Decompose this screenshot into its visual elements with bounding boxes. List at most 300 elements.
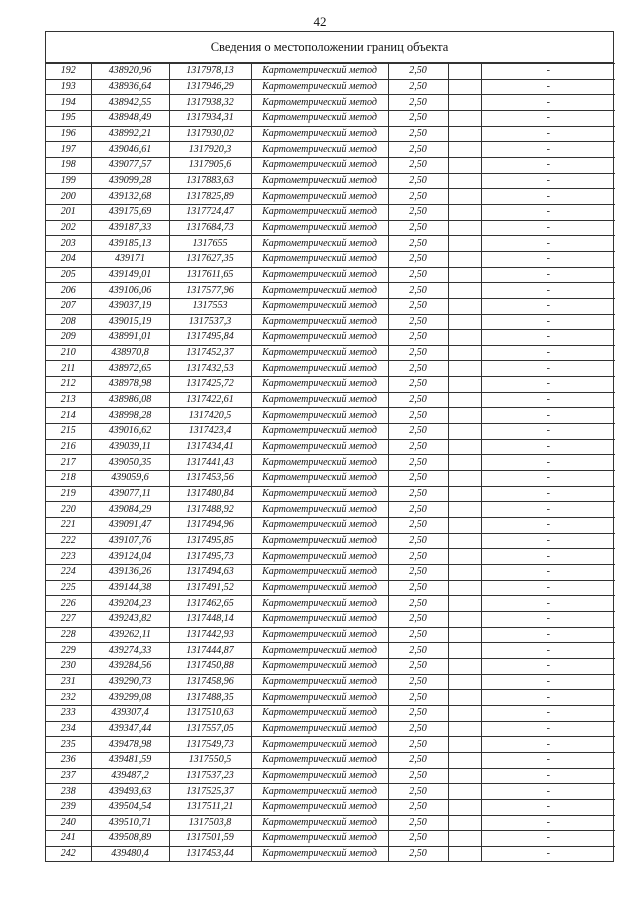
point-number-cell: 226 xyxy=(46,596,91,612)
y-coordinate-cell: 1317425,72 xyxy=(169,377,251,393)
y-coordinate-cell: 1317491,52 xyxy=(169,580,251,596)
y-coordinate-cell: 1317627,35 xyxy=(169,251,251,267)
y-coordinate-cell: 1317883,63 xyxy=(169,173,251,189)
empty-cell xyxy=(448,439,481,455)
y-coordinate-cell: 1317550,5 xyxy=(169,752,251,768)
x-coordinate-cell: 439510,71 xyxy=(91,815,169,831)
table-row xyxy=(46,424,615,440)
accuracy-cell: 2,50 xyxy=(388,502,448,518)
x-coordinate-cell: 439059,6 xyxy=(91,471,169,487)
empty-cell xyxy=(448,768,481,784)
x-coordinate-cell: 439124,04 xyxy=(91,549,169,565)
description-cell: - xyxy=(481,486,615,502)
description-cell: - xyxy=(481,424,615,440)
empty-cell xyxy=(448,157,481,173)
method-cell: Картометрический метод xyxy=(251,721,388,737)
y-coordinate-cell: 1317488,92 xyxy=(169,502,251,518)
x-coordinate-cell: 439187,33 xyxy=(91,220,169,236)
y-coordinate-cell: 1317453,56 xyxy=(169,471,251,487)
y-coordinate-cell: 1317553 xyxy=(169,298,251,314)
accuracy-cell: 2,50 xyxy=(388,110,448,126)
point-number-cell: 194 xyxy=(46,95,91,111)
table-row xyxy=(46,690,615,706)
x-coordinate-cell: 439050,35 xyxy=(91,455,169,471)
method-cell: Картометрический метод xyxy=(251,392,388,408)
y-coordinate-cell: 1317448,14 xyxy=(169,611,251,627)
method-cell: Картометрический метод xyxy=(251,658,388,674)
empty-cell xyxy=(448,173,481,189)
empty-cell xyxy=(448,486,481,502)
x-coordinate-cell: 439149,01 xyxy=(91,267,169,283)
empty-cell xyxy=(448,377,481,393)
point-number-cell: 235 xyxy=(46,737,91,753)
accuracy-cell: 2,50 xyxy=(388,251,448,267)
empty-cell xyxy=(448,658,481,674)
accuracy-cell: 2,50 xyxy=(388,392,448,408)
description-cell: - xyxy=(481,784,615,800)
x-coordinate-cell: 438920,96 xyxy=(91,64,169,80)
description-cell: - xyxy=(481,267,615,283)
empty-cell xyxy=(448,424,481,440)
point-number-cell: 199 xyxy=(46,173,91,189)
description-cell: - xyxy=(481,737,615,753)
table-row xyxy=(46,267,615,283)
accuracy-cell: 2,50 xyxy=(388,157,448,173)
method-cell: Картометрический метод xyxy=(251,486,388,502)
method-cell: Картометрический метод xyxy=(251,314,388,330)
x-coordinate-cell: 439204,23 xyxy=(91,596,169,612)
point-number-cell: 230 xyxy=(46,658,91,674)
point-number-cell: 209 xyxy=(46,330,91,346)
table-row xyxy=(46,565,615,581)
x-coordinate-cell: 439243,82 xyxy=(91,611,169,627)
x-coordinate-cell: 439478,98 xyxy=(91,737,169,753)
y-coordinate-cell: 1317441,43 xyxy=(169,455,251,471)
page-number: 42 xyxy=(313,14,327,29)
point-number-cell: 213 xyxy=(46,392,91,408)
point-number-cell: 236 xyxy=(46,752,91,768)
y-coordinate-cell: 1317452,37 xyxy=(169,345,251,361)
accuracy-cell: 2,50 xyxy=(388,627,448,643)
description-cell: - xyxy=(481,377,615,393)
table-row xyxy=(46,799,615,815)
description-cell: - xyxy=(481,705,615,721)
accuracy-cell: 2,50 xyxy=(388,142,448,158)
y-coordinate-cell: 1317501,59 xyxy=(169,831,251,847)
method-cell: Картометрический метод xyxy=(251,831,388,847)
accuracy-cell: 2,50 xyxy=(388,565,448,581)
method-cell: Картометрический метод xyxy=(251,345,388,361)
method-cell: Картометрический метод xyxy=(251,439,388,455)
description-cell: - xyxy=(481,580,615,596)
point-number-cell: 193 xyxy=(46,79,91,95)
method-cell: Картометрический метод xyxy=(251,267,388,283)
description-cell: - xyxy=(481,815,615,831)
point-number-cell: 201 xyxy=(46,204,91,220)
point-number-cell: 208 xyxy=(46,314,91,330)
method-cell: Картометрический метод xyxy=(251,64,388,80)
y-coordinate-cell: 1317420,5 xyxy=(169,408,251,424)
method-cell: Картометрический метод xyxy=(251,471,388,487)
accuracy-cell: 2,50 xyxy=(388,314,448,330)
y-coordinate-cell: 1317724,47 xyxy=(169,204,251,220)
method-cell: Картометрический метод xyxy=(251,377,388,393)
point-number-cell: 205 xyxy=(46,267,91,283)
table-row xyxy=(46,784,615,800)
method-cell: Картометрический метод xyxy=(251,95,388,111)
empty-cell xyxy=(448,737,481,753)
x-coordinate-cell: 439144,38 xyxy=(91,580,169,596)
description-cell: - xyxy=(481,502,615,518)
point-number-cell: 239 xyxy=(46,799,91,815)
description-cell: - xyxy=(481,674,615,690)
empty-cell xyxy=(448,189,481,205)
point-number-cell: 216 xyxy=(46,439,91,455)
table-row xyxy=(46,815,615,831)
y-coordinate-cell: 1317577,96 xyxy=(169,283,251,299)
y-coordinate-cell: 1317444,87 xyxy=(169,643,251,659)
x-coordinate-cell: 439487,2 xyxy=(91,768,169,784)
description-cell: - xyxy=(481,549,615,565)
description-cell: - xyxy=(481,439,615,455)
empty-cell xyxy=(448,110,481,126)
y-coordinate-cell: 1317458,96 xyxy=(169,674,251,690)
description-cell: - xyxy=(481,596,615,612)
empty-cell xyxy=(448,846,481,861)
description-cell: - xyxy=(481,658,615,674)
x-coordinate-cell: 439274,33 xyxy=(91,643,169,659)
y-coordinate-cell: 1317511,21 xyxy=(169,799,251,815)
description-cell: - xyxy=(481,298,615,314)
y-coordinate-cell: 1317557,05 xyxy=(169,721,251,737)
point-number-cell: 210 xyxy=(46,345,91,361)
x-coordinate-cell: 438972,65 xyxy=(91,361,169,377)
method-cell: Картометрический метод xyxy=(251,251,388,267)
accuracy-cell: 2,50 xyxy=(388,549,448,565)
table-row xyxy=(46,345,615,361)
method-cell: Картометрический метод xyxy=(251,110,388,126)
method-cell: Картометрический метод xyxy=(251,846,388,861)
accuracy-cell: 2,50 xyxy=(388,721,448,737)
empty-cell xyxy=(448,126,481,142)
table-row xyxy=(46,408,615,424)
table-row xyxy=(46,721,615,737)
y-coordinate-cell: 1317934,31 xyxy=(169,110,251,126)
accuracy-cell: 2,50 xyxy=(388,799,448,815)
method-cell: Картометрический метод xyxy=(251,157,388,173)
table-row xyxy=(46,314,615,330)
empty-cell xyxy=(448,674,481,690)
method-cell: Картометрический метод xyxy=(251,283,388,299)
point-number-cell: 232 xyxy=(46,690,91,706)
point-number-cell: 242 xyxy=(46,846,91,861)
table-row xyxy=(46,64,615,80)
x-coordinate-cell: 439077,11 xyxy=(91,486,169,502)
table-row xyxy=(46,674,615,690)
x-coordinate-cell: 439077,57 xyxy=(91,157,169,173)
description-cell: - xyxy=(481,565,615,581)
point-number-cell: 200 xyxy=(46,189,91,205)
empty-cell xyxy=(448,799,481,815)
empty-cell xyxy=(448,236,481,252)
empty-cell xyxy=(448,408,481,424)
method-cell: Картометрический метод xyxy=(251,549,388,565)
x-coordinate-cell: 439084,29 xyxy=(91,502,169,518)
point-number-cell: 240 xyxy=(46,815,91,831)
y-coordinate-cell: 1317920,3 xyxy=(169,142,251,158)
point-number-cell: 233 xyxy=(46,705,91,721)
method-cell: Картометрический метод xyxy=(251,815,388,831)
accuracy-cell: 2,50 xyxy=(388,533,448,549)
x-coordinate-cell: 439262,11 xyxy=(91,627,169,643)
x-coordinate-cell: 439132,68 xyxy=(91,189,169,205)
point-number-cell: 203 xyxy=(46,236,91,252)
accuracy-cell: 2,50 xyxy=(388,95,448,111)
method-cell: Картометрический метод xyxy=(251,361,388,377)
accuracy-cell: 2,50 xyxy=(388,236,448,252)
empty-cell xyxy=(448,565,481,581)
method-cell: Картометрический метод xyxy=(251,596,388,612)
table-row xyxy=(46,439,615,455)
method-cell: Картометрический метод xyxy=(251,518,388,534)
point-number-cell: 212 xyxy=(46,377,91,393)
empty-cell xyxy=(448,204,481,220)
accuracy-cell: 2,50 xyxy=(388,768,448,784)
table-row xyxy=(46,298,615,314)
empty-cell xyxy=(448,611,481,627)
table-row xyxy=(46,79,615,95)
description-cell: - xyxy=(481,79,615,95)
x-coordinate-cell: 439037,19 xyxy=(91,298,169,314)
y-coordinate-cell: 1317946,29 xyxy=(169,79,251,95)
description-cell: - xyxy=(481,173,615,189)
description-cell: - xyxy=(481,408,615,424)
table-row xyxy=(46,110,615,126)
empty-cell xyxy=(448,267,481,283)
table-row xyxy=(46,611,615,627)
accuracy-cell: 2,50 xyxy=(388,345,448,361)
method-cell: Картометрический метод xyxy=(251,533,388,549)
accuracy-cell: 2,50 xyxy=(388,471,448,487)
x-coordinate-cell: 439290,73 xyxy=(91,674,169,690)
accuracy-cell: 2,50 xyxy=(388,408,448,424)
empty-cell xyxy=(448,220,481,236)
empty-cell xyxy=(448,502,481,518)
table-row xyxy=(46,533,615,549)
description-cell: - xyxy=(481,721,615,737)
y-coordinate-cell: 1317480,84 xyxy=(169,486,251,502)
point-number-cell: 227 xyxy=(46,611,91,627)
table-row xyxy=(46,392,615,408)
x-coordinate-cell: 439099,28 xyxy=(91,173,169,189)
method-cell: Картометрический метод xyxy=(251,204,388,220)
accuracy-cell: 2,50 xyxy=(388,439,448,455)
method-cell: Картометрический метод xyxy=(251,79,388,95)
table-row xyxy=(46,204,615,220)
description-cell: - xyxy=(481,627,615,643)
y-coordinate-cell: 1317495,84 xyxy=(169,330,251,346)
y-coordinate-cell: 1317611,65 xyxy=(169,267,251,283)
accuracy-cell: 2,50 xyxy=(388,737,448,753)
y-coordinate-cell: 1317930,02 xyxy=(169,126,251,142)
description-cell: - xyxy=(481,471,615,487)
description-cell: - xyxy=(481,95,615,111)
method-cell: Картометрический метод xyxy=(251,330,388,346)
empty-cell xyxy=(448,361,481,377)
accuracy-cell: 2,50 xyxy=(388,377,448,393)
description-cell: - xyxy=(481,345,615,361)
accuracy-cell: 2,50 xyxy=(388,752,448,768)
table-row xyxy=(46,831,615,847)
empty-cell xyxy=(448,314,481,330)
table-row xyxy=(46,126,615,142)
point-number-cell: 228 xyxy=(46,627,91,643)
description-cell: - xyxy=(481,361,615,377)
accuracy-cell: 2,50 xyxy=(388,220,448,236)
x-coordinate-cell: 439481,59 xyxy=(91,752,169,768)
table-row xyxy=(46,596,615,612)
table-row xyxy=(46,251,615,267)
description-cell: - xyxy=(481,283,615,299)
description-cell: - xyxy=(481,189,615,205)
x-coordinate-cell: 438936,64 xyxy=(91,79,169,95)
x-coordinate-cell: 439015,19 xyxy=(91,314,169,330)
table-row xyxy=(46,643,615,659)
method-cell: Картометрический метод xyxy=(251,752,388,768)
empty-cell xyxy=(448,752,481,768)
empty-cell xyxy=(448,298,481,314)
point-number-cell: 211 xyxy=(46,361,91,377)
point-number-cell: 224 xyxy=(46,565,91,581)
point-number-cell: 214 xyxy=(46,408,91,424)
method-cell: Картометрический метод xyxy=(251,220,388,236)
empty-cell xyxy=(448,64,481,80)
description-cell: - xyxy=(481,157,615,173)
y-coordinate-cell: 1317655 xyxy=(169,236,251,252)
x-coordinate-cell: 439493,63 xyxy=(91,784,169,800)
point-number-cell: 218 xyxy=(46,471,91,487)
table-row xyxy=(46,549,615,565)
table-row xyxy=(46,846,615,861)
table-caption: Сведения о местоположении границ объекта xyxy=(46,32,613,63)
accuracy-cell: 2,50 xyxy=(388,643,448,659)
table-row xyxy=(46,361,615,377)
table-row xyxy=(46,283,615,299)
description-cell: - xyxy=(481,690,615,706)
point-number-cell: 231 xyxy=(46,674,91,690)
x-coordinate-cell: 439107,76 xyxy=(91,533,169,549)
y-coordinate-cell: 1317938,32 xyxy=(169,95,251,111)
accuracy-cell: 2,50 xyxy=(388,611,448,627)
table-row xyxy=(46,377,615,393)
description-cell: - xyxy=(481,251,615,267)
accuracy-cell: 2,50 xyxy=(388,361,448,377)
method-cell: Картометрический метод xyxy=(251,142,388,158)
table-row xyxy=(46,737,615,753)
method-cell: Картометрический метод xyxy=(251,502,388,518)
empty-cell xyxy=(448,471,481,487)
y-coordinate-cell: 1317495,85 xyxy=(169,533,251,549)
y-coordinate-cell: 1317495,73 xyxy=(169,549,251,565)
x-coordinate-cell: 438986,08 xyxy=(91,392,169,408)
point-number-cell: 225 xyxy=(46,580,91,596)
y-coordinate-cell: 1317453,44 xyxy=(169,846,251,861)
description-cell: - xyxy=(481,64,615,80)
empty-cell xyxy=(448,283,481,299)
method-cell: Картометрический метод xyxy=(251,298,388,314)
point-number-cell: 241 xyxy=(46,831,91,847)
method-cell: Картометрический метод xyxy=(251,455,388,471)
y-coordinate-cell: 1317442,93 xyxy=(169,627,251,643)
y-coordinate-cell: 1317494,96 xyxy=(169,518,251,534)
accuracy-cell: 2,50 xyxy=(388,705,448,721)
description-cell: - xyxy=(481,392,615,408)
empty-cell xyxy=(448,721,481,737)
method-cell: Картометрический метод xyxy=(251,424,388,440)
y-coordinate-cell: 1317503,8 xyxy=(169,815,251,831)
y-coordinate-cell: 1317537,3 xyxy=(169,314,251,330)
x-coordinate-cell: 439091,47 xyxy=(91,518,169,534)
x-coordinate-cell: 439504,54 xyxy=(91,799,169,815)
empty-cell xyxy=(448,580,481,596)
y-coordinate-cell: 1317423,4 xyxy=(169,424,251,440)
empty-cell xyxy=(448,815,481,831)
accuracy-cell: 2,50 xyxy=(388,831,448,847)
accuracy-cell: 2,50 xyxy=(388,424,448,440)
x-coordinate-cell: 439175,69 xyxy=(91,204,169,220)
table-row xyxy=(46,705,615,721)
empty-cell xyxy=(448,455,481,471)
point-number-cell: 220 xyxy=(46,502,91,518)
method-cell: Картометрический метод xyxy=(251,674,388,690)
x-coordinate-cell: 439039,11 xyxy=(91,439,169,455)
accuracy-cell: 2,50 xyxy=(388,283,448,299)
table-row xyxy=(46,580,615,596)
accuracy-cell: 2,50 xyxy=(388,173,448,189)
x-coordinate-cell: 438948,49 xyxy=(91,110,169,126)
description-cell: - xyxy=(481,846,615,861)
x-coordinate-cell: 438992,21 xyxy=(91,126,169,142)
table-row xyxy=(46,471,615,487)
point-number-cell: 195 xyxy=(46,110,91,126)
accuracy-cell: 2,50 xyxy=(388,64,448,80)
empty-cell xyxy=(448,831,481,847)
accuracy-cell: 2,50 xyxy=(388,298,448,314)
y-coordinate-cell: 1317462,65 xyxy=(169,596,251,612)
table-row xyxy=(46,189,615,205)
y-coordinate-cell: 1317537,23 xyxy=(169,768,251,784)
method-cell: Картометрический метод xyxy=(251,189,388,205)
description-cell: - xyxy=(481,110,615,126)
y-coordinate-cell: 1317684,73 xyxy=(169,220,251,236)
y-coordinate-cell: 1317549,73 xyxy=(169,737,251,753)
method-cell: Картометрический метод xyxy=(251,408,388,424)
x-coordinate-cell: 439136,26 xyxy=(91,565,169,581)
method-cell: Картометрический метод xyxy=(251,737,388,753)
empty-cell xyxy=(448,330,481,346)
point-number-cell: 215 xyxy=(46,424,91,440)
y-coordinate-cell: 1317432,53 xyxy=(169,361,251,377)
empty-cell xyxy=(448,142,481,158)
point-number-cell: 196 xyxy=(46,126,91,142)
point-number-cell: 219 xyxy=(46,486,91,502)
table-row xyxy=(46,627,615,643)
empty-cell xyxy=(448,392,481,408)
point-number-cell: 234 xyxy=(46,721,91,737)
accuracy-cell: 2,50 xyxy=(388,204,448,220)
y-coordinate-cell: 1317434,41 xyxy=(169,439,251,455)
description-cell: - xyxy=(481,752,615,768)
